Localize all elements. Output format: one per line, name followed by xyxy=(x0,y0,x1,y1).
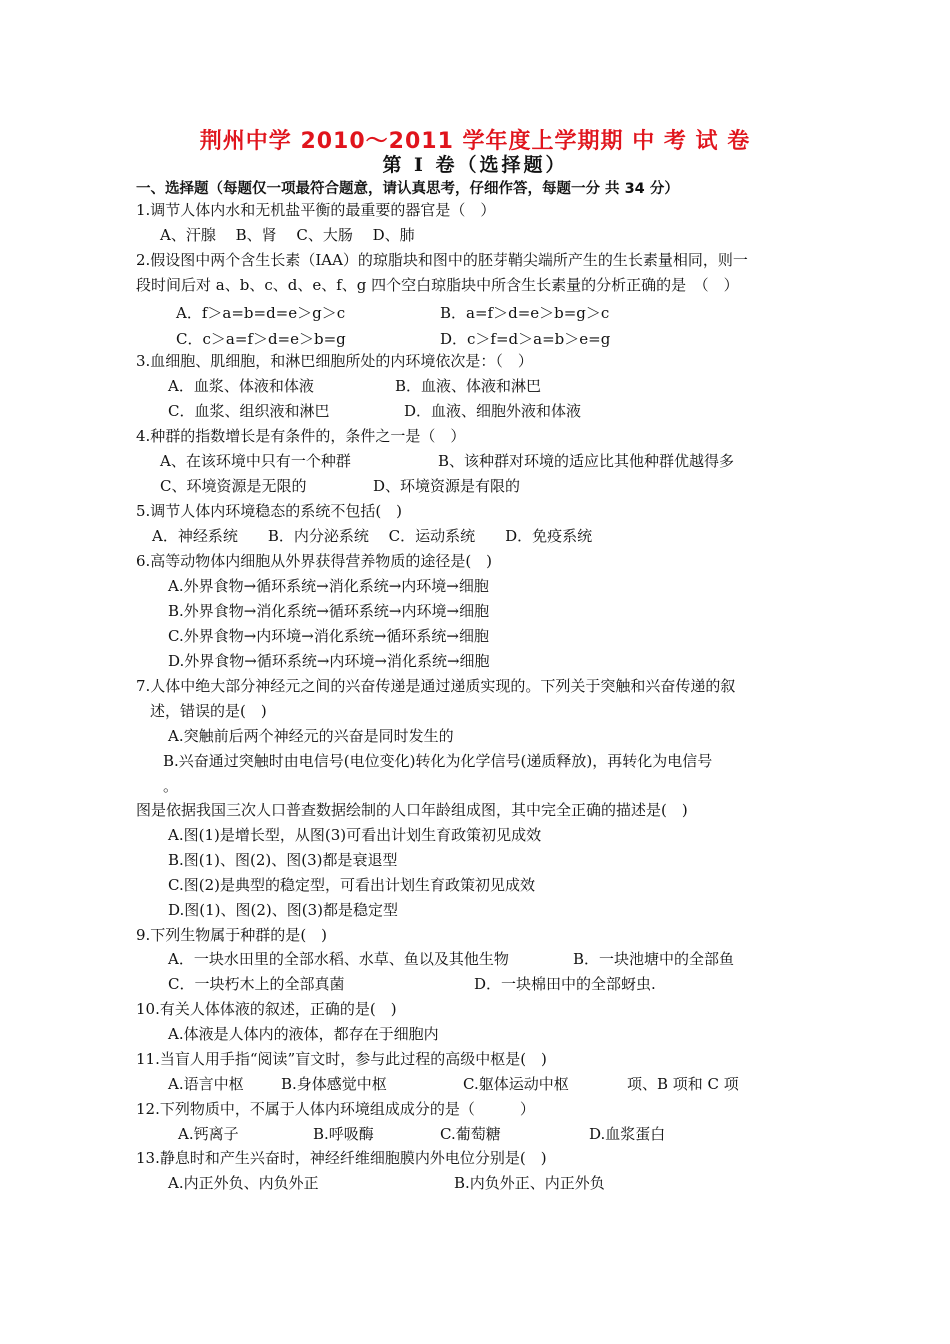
question-10: 10.有关人体体液的叙述，正确的是( ) xyxy=(136,1000,397,1018)
question-4-option-a: A、在该环境中只有一个种群 xyxy=(160,452,351,470)
question-6-option-a: A.外界食物→循环系统→消化系统→内环境→细胞 xyxy=(168,577,489,595)
question-2-option-d: D．c＞f=d＞a=b＞e=g xyxy=(440,330,611,348)
question-12-option-a: A.钙离子 xyxy=(178,1125,239,1143)
question-6-option-d: D.外界食物→循环系统→内环境→消化系统→细胞 xyxy=(168,652,490,670)
question-3: 3.血细胞、肌细胞，和淋巴细胞所处的内环境依次是：（ ） xyxy=(136,352,533,370)
question-9-option-b: B．一块池塘中的全部鱼 xyxy=(573,950,735,968)
question-10-option-a: A.体液是人体内的液体，都存在于细胞内 xyxy=(168,1025,439,1043)
question-13: 13.静息时和产生兴奋时，神经纤维细胞膜内外电位分别是( ) xyxy=(136,1149,547,1167)
question-11-option-a: A.语言中枢 xyxy=(168,1075,244,1093)
question-9-option-d: D．一块棉田中的全部蚜虫. xyxy=(474,975,656,993)
question-13-option-a: A.内正外负、内负外正 xyxy=(168,1174,319,1192)
question-12-option-c: C.葡萄糖 xyxy=(440,1125,501,1143)
question-6-option-c: C.外界食物→内环境→消化系统→循环系统→细胞 xyxy=(168,627,489,645)
question-7-continued: 述，错误的是( ) xyxy=(150,702,267,720)
question-9: 9.下列生物属于种群的是( ) xyxy=(136,926,328,944)
question-8-option-d: D.图(1)、图(2)、图(3)都是稳定型 xyxy=(168,901,399,919)
question-6: 6.高等动物体内细胞从外界获得营养物质的途径是( ) xyxy=(136,552,493,570)
exam-title: 荆州中学 2010～2011 学年度上学期期 中 考 试 卷 xyxy=(199,129,751,154)
question-11-option-c: C.躯体运动中枢 xyxy=(463,1075,569,1093)
question-9-option-c: C．一块朽木上的全部真菌 xyxy=(168,975,345,993)
section-heading: 一、选择题（每题仅一项最符合题意，请认真思考，仔细作答，每题一分 共 34 分） xyxy=(136,181,679,197)
question-6-option-b: B.外界食物→消化系统→循环系统→内环境→细胞 xyxy=(168,602,490,620)
question-7: 7.人体中绝大部分神经元之间的兴奋传递是通过递质实现的。下列关于突触和兴奋传递的叙 xyxy=(136,677,736,695)
question-3-option-c: C．血浆、组织液和淋巴 xyxy=(168,402,330,420)
question-4: 4.种群的指数增长是有条件的，条件之一是（ ） xyxy=(136,427,466,445)
question-11-option-d-fragment: 项、B 项和 C 项 xyxy=(627,1075,739,1093)
question-8: 图是依据我国三次人口普查数据绘制的人口年龄组成图，其中完全正确的描述是( ) xyxy=(136,801,688,819)
question-7-option-a: A.突触前后两个神经元的兴奋是同时发生的 xyxy=(168,727,454,745)
question-11: 11.当盲人用手指“阅读”盲文时，参与此过程的高级中枢是( ) xyxy=(136,1050,547,1068)
question-8-option-b: B.图(1)、图(2)、图(3)都是衰退型 xyxy=(168,851,398,869)
question-2-option-c: C．c＞a=f＞d=e＞b=g xyxy=(176,330,346,348)
question-12-option-d: D.血浆蛋白 xyxy=(589,1125,666,1143)
question-1: 1.调节人体内水和无机盐平衡的最重要的器官是（ ） xyxy=(136,201,496,219)
question-13-option-b: B.内负外正、内正外负 xyxy=(454,1174,605,1192)
question-3-option-b: B．血液、体液和淋巴 xyxy=(395,377,542,395)
question-12-option-b: B.呼吸酶 xyxy=(313,1125,374,1143)
question-3-option-a: A．血浆、体液和体液 xyxy=(168,377,314,395)
question-2-continued: 段时间后对 a、b、c、d、e、f、g 四个空白琼脂块中所含生长素量的分析正确的是 （ ） xyxy=(136,276,739,294)
question-7-option-b: B.兴奋通过突触时由电信号(电位变化)转化为化学信号(递质释放)，再转化为电信号 xyxy=(163,752,713,770)
question-8-option-a: A.图(1)是增长型，从图(3)可看出计划生育政策初见成效 xyxy=(168,826,542,844)
stray-period: 。 xyxy=(163,777,179,795)
question-4-option-d: D、环境资源是有限的 xyxy=(373,477,521,495)
question-2-option-b: B．a=f＞d=e＞b=g＞c xyxy=(440,304,610,322)
question-2-option-a: A．f＞a=b=d=e＞g＞c xyxy=(176,304,346,322)
question-4-option-c: C、环境资源是无限的 xyxy=(160,477,307,495)
question-4-option-b: B、该种群对环境的适应比其他种群优越得多 xyxy=(438,452,735,470)
question-3-option-d: D．血液、细胞外液和体液 xyxy=(404,402,582,420)
question-11-option-b: B.身体感觉中枢 xyxy=(281,1075,387,1093)
question-5: 5.调节人体内环境稳态的系统不包括( ) xyxy=(136,502,403,520)
question-2: 2.假设图中两个含生长素（IAA）的琼脂块和图中的胚芽鞘尖端所产生的生长素量相同，则一 xyxy=(136,251,748,269)
exam-subtitle: 第 I 卷（选择题） xyxy=(382,154,568,176)
question-12: 12.下列物质中，不属于人体内环境组成成分的是（ ） xyxy=(136,1100,535,1118)
question-5-options: A．神经系统 B．内分泌系统 C．运动系统 D．免疫系统 xyxy=(152,527,593,545)
question-9-option-a: A．一块水田里的全部水稻、水草、鱼以及其他生物 xyxy=(168,950,509,968)
question-8-option-c: C.图(2)是典型的稳定型，可看出计划生育政策初见成效 xyxy=(168,876,535,894)
question-1-options: A、汗腺 B、肾 C、大肠 D、肺 xyxy=(160,226,415,244)
